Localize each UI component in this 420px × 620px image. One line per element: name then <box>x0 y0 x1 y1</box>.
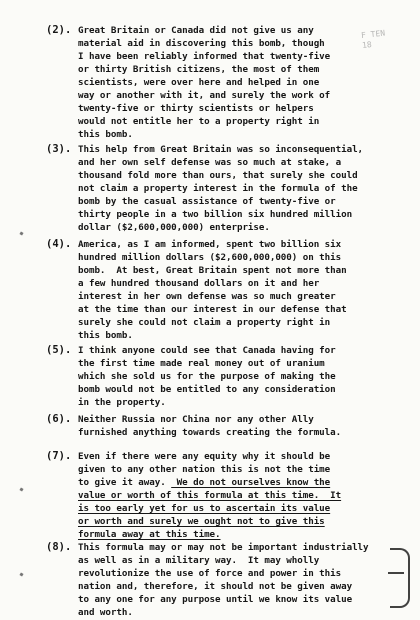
text-line: material aid in discovering this bomb, though <box>78 38 325 49</box>
edge-letter-mark <box>390 548 410 608</box>
text-line: interest in her own defense was so much greater <box>78 291 336 302</box>
text-line: thirty people in a two billion six hundred million <box>78 209 353 220</box>
text-line: I think anyone could see that Canada having for <box>78 345 336 356</box>
text-line: in the property. <box>78 397 166 408</box>
text-line: bomb would not be entitled to any consideration <box>78 384 336 395</box>
text-line: dollar ($2,600,000,000) enterprise. <box>78 222 270 233</box>
paragraph-text <box>78 238 347 342</box>
text-line: twenty-five or thirty scientists or helpers <box>78 103 314 114</box>
text-line: bomb by the casual assistance of twenty-five or <box>78 196 336 207</box>
text-line: at the time than our interest in our defense that <box>78 304 347 315</box>
text-line: and her own self defense was so much at stake, a <box>78 157 342 168</box>
paragraph-text <box>78 413 341 439</box>
text-line: not claim a property interest in the formula of the <box>78 183 358 194</box>
corner-stamp <box>361 25 420 61</box>
text-line: Even if there were any equity why it should be <box>78 451 331 462</box>
paragraph-text <box>78 541 369 619</box>
stamp-line-1: F TEN <box>360 28 386 41</box>
text-line: which she sold us for the purpose of making the <box>78 371 336 382</box>
text-line: hundred million dollars ($2,600,000,000) on this <box>78 252 342 263</box>
text-line: or thirty British citizens, the most of them <box>78 64 320 75</box>
text-line: this bomb. <box>78 330 133 341</box>
text-line: to give it away. We do not ourselves know the <box>78 477 331 488</box>
text-line: and worth. <box>78 607 133 618</box>
paragraph-number: (8). <box>46 541 72 553</box>
margin-mark <box>19 487 23 491</box>
text-line: This help from Great Britain was so inconsequential, <box>78 144 364 155</box>
paragraph-number: (3). <box>46 143 72 155</box>
paragraph-number: (5). <box>46 344 72 356</box>
text-line: scientists, were over here and helped in one <box>78 77 320 88</box>
text-line: nation and, therefore, it should not be given away <box>78 581 353 592</box>
text-line: America, as I am informed, spent two billion six <box>78 239 342 250</box>
text-line: would not entitle her to a property right in <box>78 116 320 127</box>
paragraph-number: (2). <box>46 24 72 36</box>
margin-mark <box>19 572 23 576</box>
paragraph-text <box>78 143 363 234</box>
text-line: the first time made real money out of uranium <box>78 358 325 369</box>
text-line: a few hundred thousand dollars on it and her <box>78 278 320 289</box>
paragraph-number: (7). <box>46 450 72 462</box>
text-line: This formula may or may not be important industrially <box>78 542 369 553</box>
paragraph-text <box>78 24 330 141</box>
text-line: value or worth of this formula at this time. It <box>78 490 342 501</box>
underlined-text: We do not ourselves know the <box>171 477 331 488</box>
text-line: I have been reliably informed that twenty-five <box>78 51 331 62</box>
text-line: surely she could not claim a property right in <box>78 317 331 328</box>
text-line: Great Britain or Canada did not give us any <box>78 25 314 36</box>
paragraph-number: (4). <box>46 238 72 250</box>
text-line: is too early yet for us to ascertain its value <box>78 503 331 514</box>
text-line: given to any other nation this is not the time <box>78 464 331 475</box>
text-line: revolutionize the use of force and power in this <box>78 568 342 579</box>
stamp-line-2: 18 <box>361 40 373 51</box>
text-line: to any one for any purpose until we know its value <box>78 594 353 605</box>
text-line: this bomb. <box>78 129 133 140</box>
text-line: or worth and surely we ought not to give this <box>78 516 325 527</box>
paragraph-text <box>78 450 341 541</box>
text-line: Neither Russia nor China nor any other Ally <box>78 414 314 425</box>
text-line: way or another with it, and surely the work of <box>78 90 331 101</box>
paragraph-text <box>78 344 336 409</box>
text-line: as well as in a military way. It may wholly <box>78 555 320 566</box>
margin-mark <box>19 231 23 235</box>
paragraph-number: (6). <box>46 413 72 425</box>
text-line: bomb. At best, Great Britain spent not more than <box>78 265 347 276</box>
text-line: formula away at this time. <box>78 529 221 540</box>
text-line: furnished anything towards creating the formula. <box>78 427 342 438</box>
text-line: thousand fold more than ours, that surely she could <box>78 170 358 181</box>
